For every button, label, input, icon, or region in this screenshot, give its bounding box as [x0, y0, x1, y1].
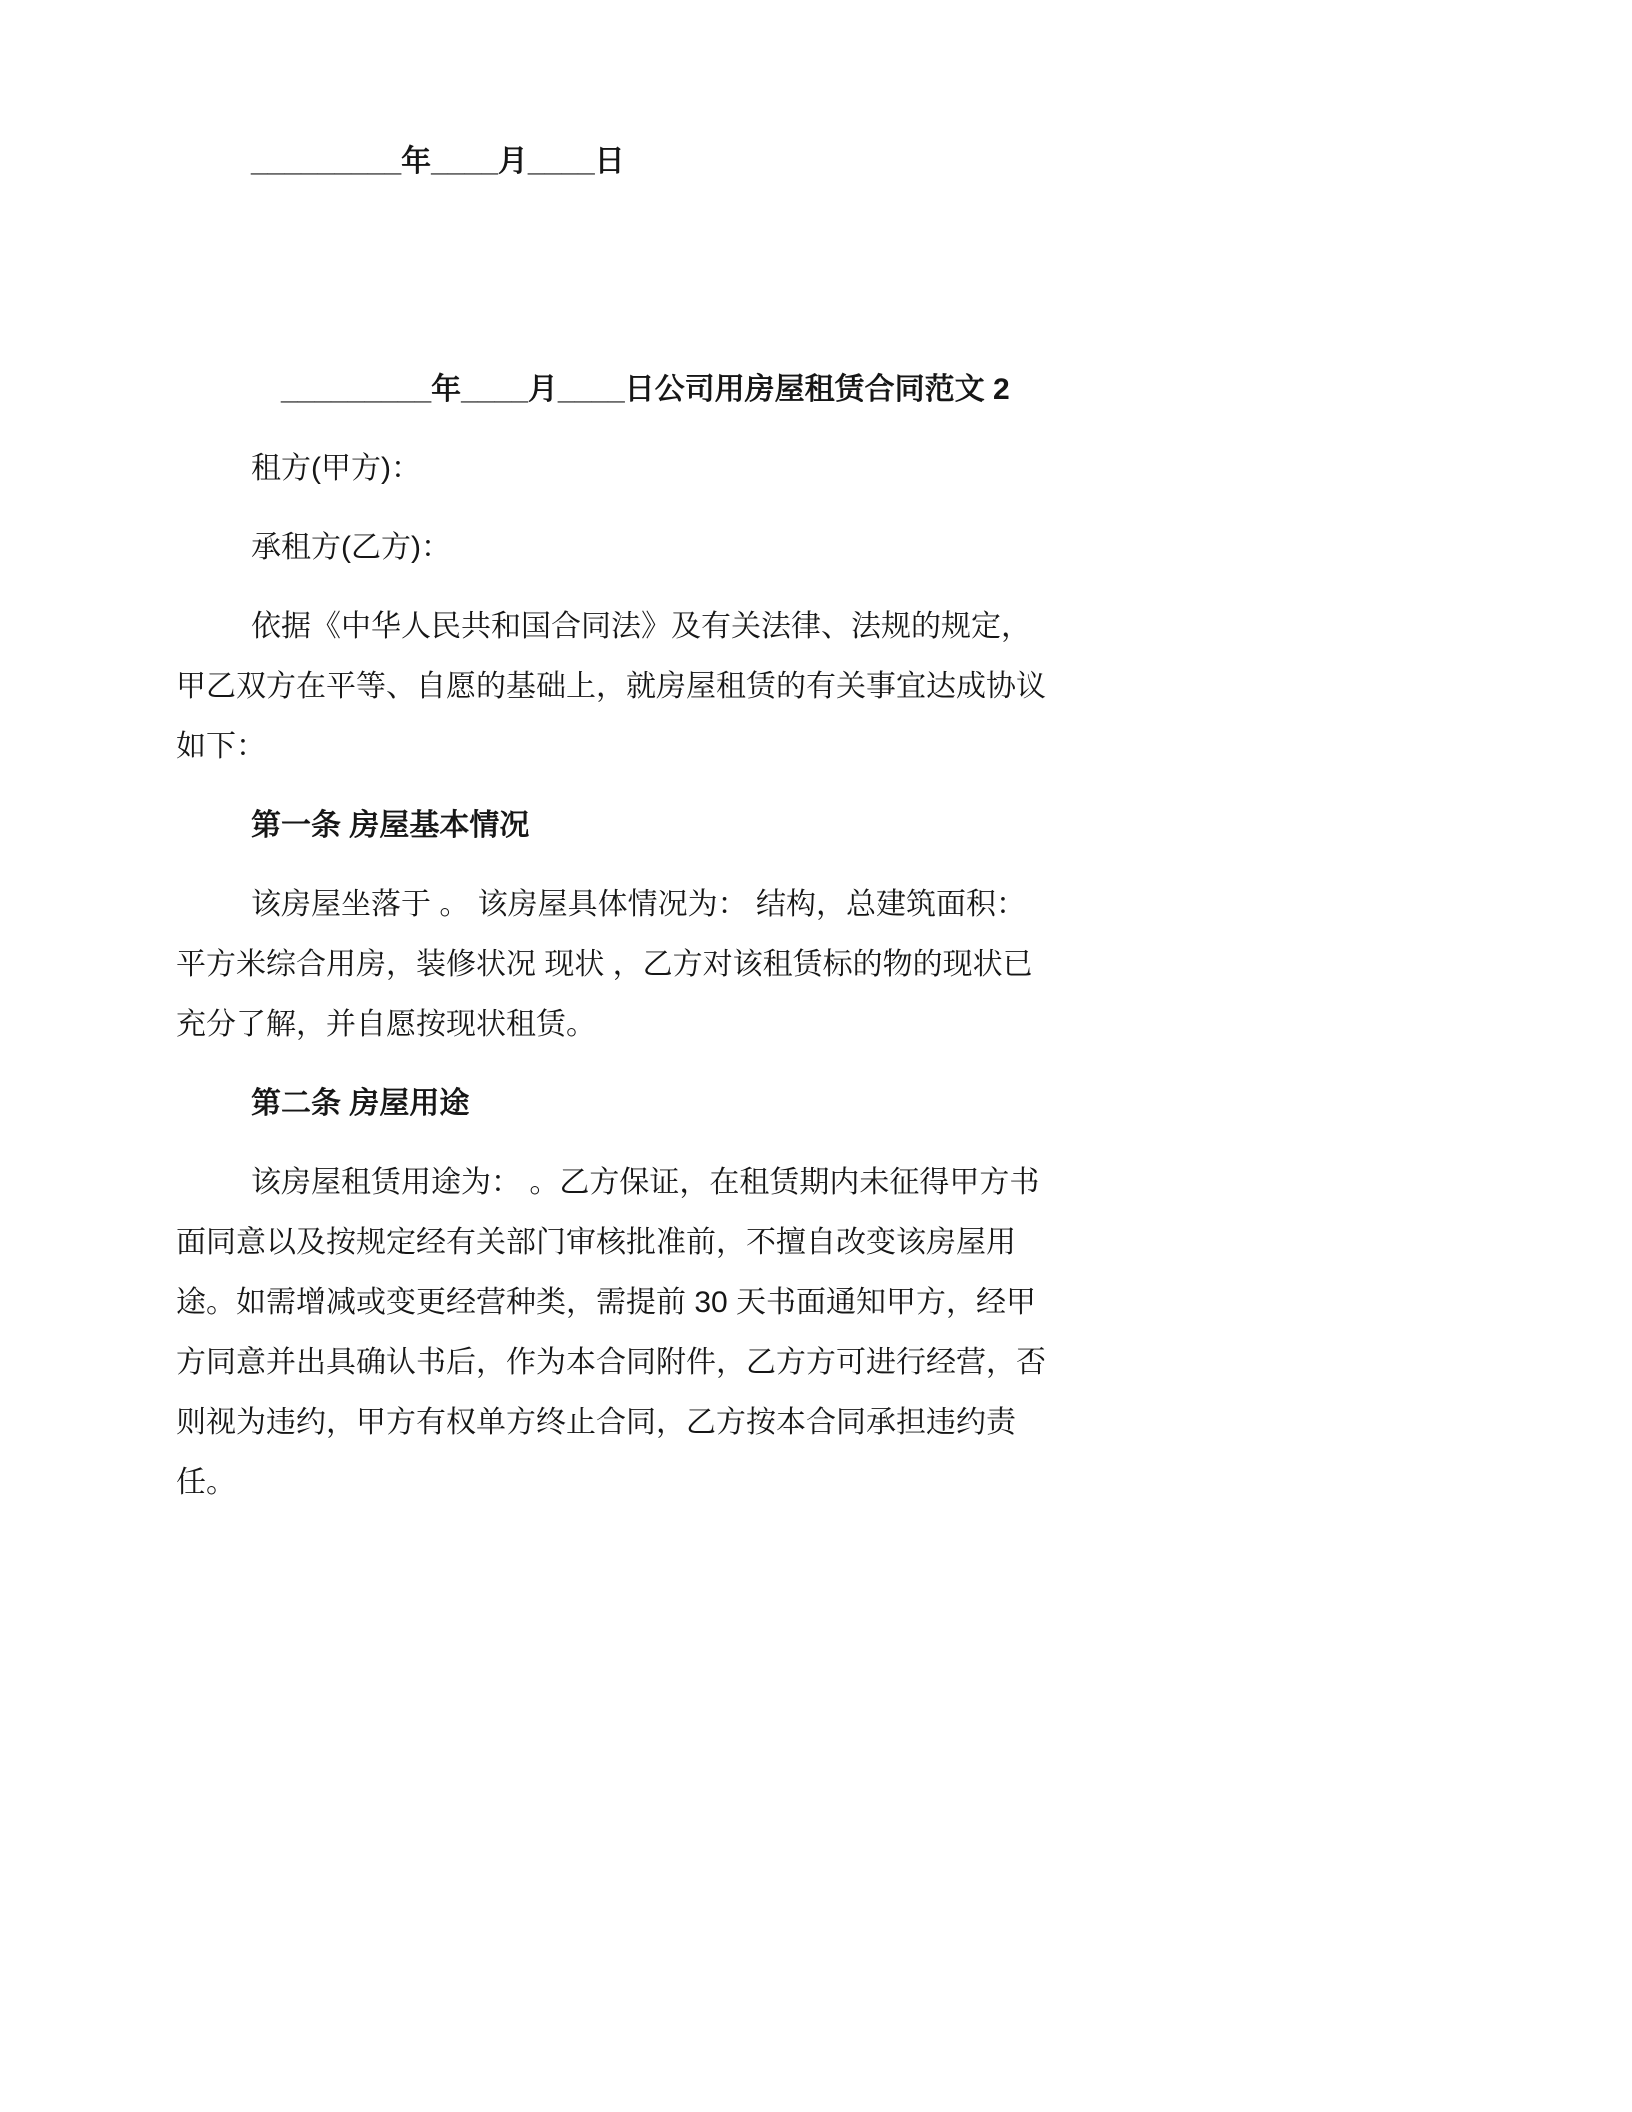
- lessee-party-line: 承租方(乙方)：: [251, 531, 451, 564]
- article-2-body: 该房屋租赁用途为： 。乙方保证，在租赁期内未征得甲方书面同意以及按规定经有关部门审核批准前，不擅自改变该房屋用途。如需增减或变更经营种类，需提前 30 天书面通知甲方，经甲方同意并出具确认书后，作为本合同附件，乙方方可进行经营，否则视为违约，甲方有权单方终止合同，乙方按本合同承担违约责任。: [176, 1166, 1046, 1499]
- contract-document: [176, 132, 1462, 1513]
- preamble-paragraph: 依据《中华人民共和国合同法》及有关法律、法规的规定，甲乙双方在平等、自愿的基础上，就房屋租赁的有关事宜达成协议如下：: [176, 610, 1046, 763]
- article-1-body: 该房屋坐落于 。 该房屋具体情况为： 结构，总建筑面积： 平方米综合用房，装修状况 现状 ，乙方对该租赁标的物的现状已充分了解，并自愿按现状租赁。: [176, 888, 1035, 1041]
- lessor-party-line: 租方(甲方)：: [251, 452, 421, 485]
- top-date-line: _________年____月____日: [251, 145, 625, 178]
- article-1-heading: 第一条 房屋基本情况: [251, 809, 530, 842]
- article-2-heading: 第二条 房屋用途: [251, 1087, 470, 1120]
- contract-title: _________年____月____日公司用房屋租赁合同范文 2: [281, 373, 1010, 406]
